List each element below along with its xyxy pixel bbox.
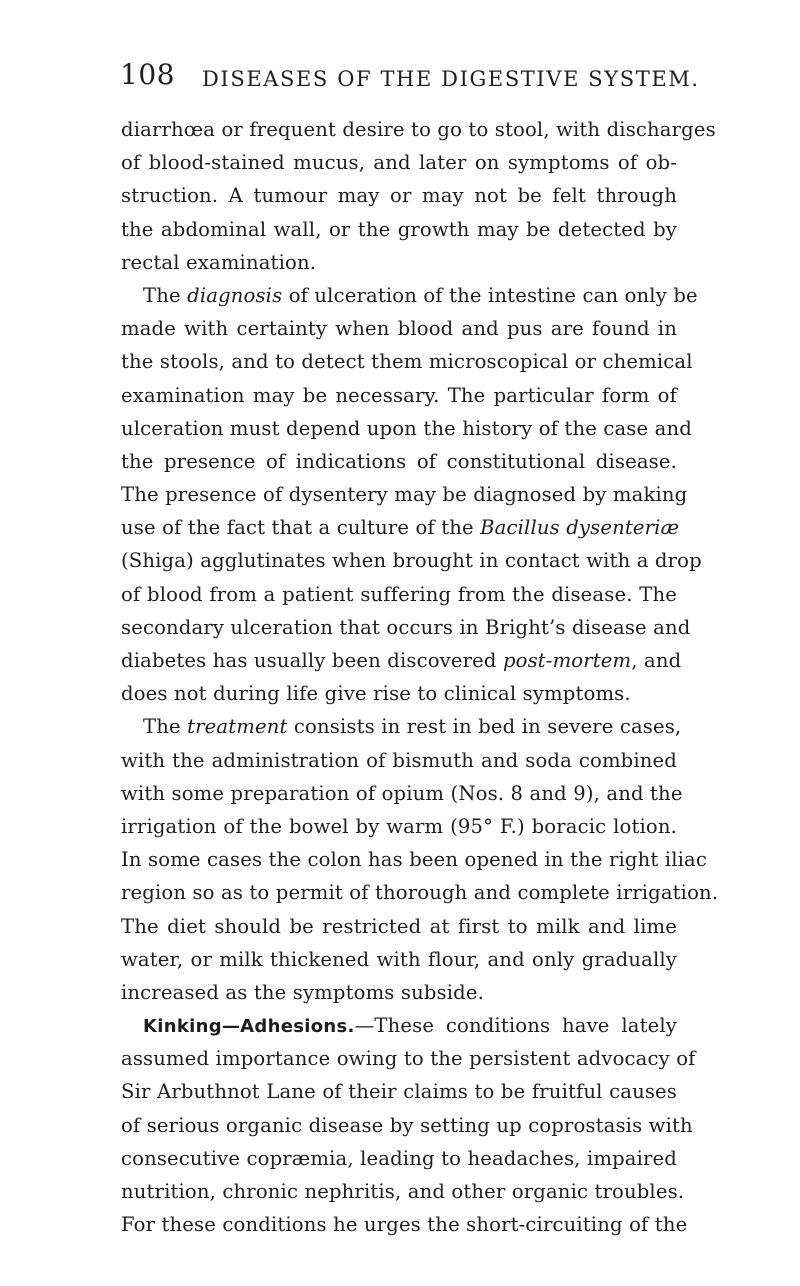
- text-line: rectal examination.: [121, 250, 317, 274]
- text-run: use of the fact that a culture of the: [121, 516, 481, 540]
- text-run: The: [143, 715, 188, 739]
- text-line: of blood-stained mucus, and later on symptoms of ob-: [121, 151, 677, 175]
- text-line: the stools, and to detect them microscopical or chemical: [121, 350, 693, 374]
- italic-term-diagnosis: diagnosis: [187, 283, 283, 307]
- text-line: [121, 511, 680, 544]
- text-line: secondary ulceration that occurs in Bright’s disease and: [121, 615, 691, 639]
- running-title: DISEASES OF THE DIGESTIVE SYSTEM.: [202, 67, 700, 91]
- text-line: [121, 710, 682, 743]
- text-line: struction. A tumour may or may not be felt through: [121, 184, 677, 208]
- text-line: ulceration must depend upon the history of the case and: [121, 416, 692, 440]
- section-heading: Kinking—Adhesions.: [143, 1016, 355, 1038]
- text-line: with the administration of bismuth and soda combined: [121, 748, 677, 772]
- text-line: does not during life give rise to clinical symptoms.: [121, 682, 631, 706]
- text-line: with some preparation of opium (Nos. 8 and 9), and the: [121, 781, 683, 805]
- text-run: —These conditions have lately: [354, 1014, 677, 1038]
- text-run: , and: [631, 649, 682, 672]
- running-head: [120, 58, 700, 98]
- text-line: Sir Arbuthnot Lane of their claims to be fruitful causes: [121, 1080, 677, 1104]
- page-number: 108: [120, 58, 175, 91]
- body-text: [121, 113, 719, 1241]
- text-line: of serious organic disease by setting up coprostasis with: [121, 1113, 693, 1137]
- text-line: [121, 1009, 677, 1042]
- text-line: the abdominal wall, or the growth may be detected by: [121, 217, 677, 241]
- text-line: [121, 644, 682, 677]
- text-line: For these conditions he urges the short-circuiting of the: [121, 1213, 688, 1237]
- text-line: made with certainty when blood and pus are found in: [121, 317, 677, 341]
- text-line: irrigation of the bowel by warm (95° F.) boracic lotion.: [121, 814, 677, 838]
- text-line: region so as to permit of thorough and complete irrigation.: [121, 881, 719, 905]
- italic-term-bacillus: Bacillus dysenteriæ: [480, 516, 680, 540]
- text-line: examination may be necessary. The particular form of: [121, 383, 677, 407]
- text-line: (Shiga) agglutinates when brought in contact with a drop: [121, 549, 702, 573]
- text-run: The: [143, 283, 188, 307]
- text-line: diarrhœa or frequent desire to go to stool, with discharges: [121, 118, 716, 141]
- text-line: The diet should be restricted at first to milk and lime: [121, 914, 677, 938]
- text-run: of ulceration of the intestine can only be: [282, 283, 698, 307]
- italic-term-post-mortem: post-mortem: [502, 649, 632, 672]
- text-line: In some cases the colon has been opened in the right iliac: [121, 848, 707, 872]
- text-line: consecutive copræmia, leading to headaches, impaired: [121, 1146, 677, 1170]
- text-line: [121, 279, 698, 312]
- text-line: The presence of dysentery may be diagnosed by making: [121, 483, 688, 507]
- italic-term-treatment: treatment: [187, 715, 288, 739]
- text-line: the presence of indications of constitutional disease.: [121, 449, 677, 473]
- text-line: increased as the symptoms subside.: [121, 980, 484, 1004]
- text-run: diabetes has usually been discovered: [121, 649, 503, 672]
- text-line: of blood from a patient suffering from the disease. The: [121, 582, 677, 606]
- text-line: water, or milk thickened with flour, and only gradually: [121, 947, 677, 971]
- text-line: nutrition, chronic nephritis, and other organic troubles.: [121, 1180, 685, 1203]
- text-line: assumed importance owing to the persistent advocacy of: [121, 1047, 696, 1071]
- text-run: consists in rest in bed in severe cases,: [287, 715, 682, 739]
